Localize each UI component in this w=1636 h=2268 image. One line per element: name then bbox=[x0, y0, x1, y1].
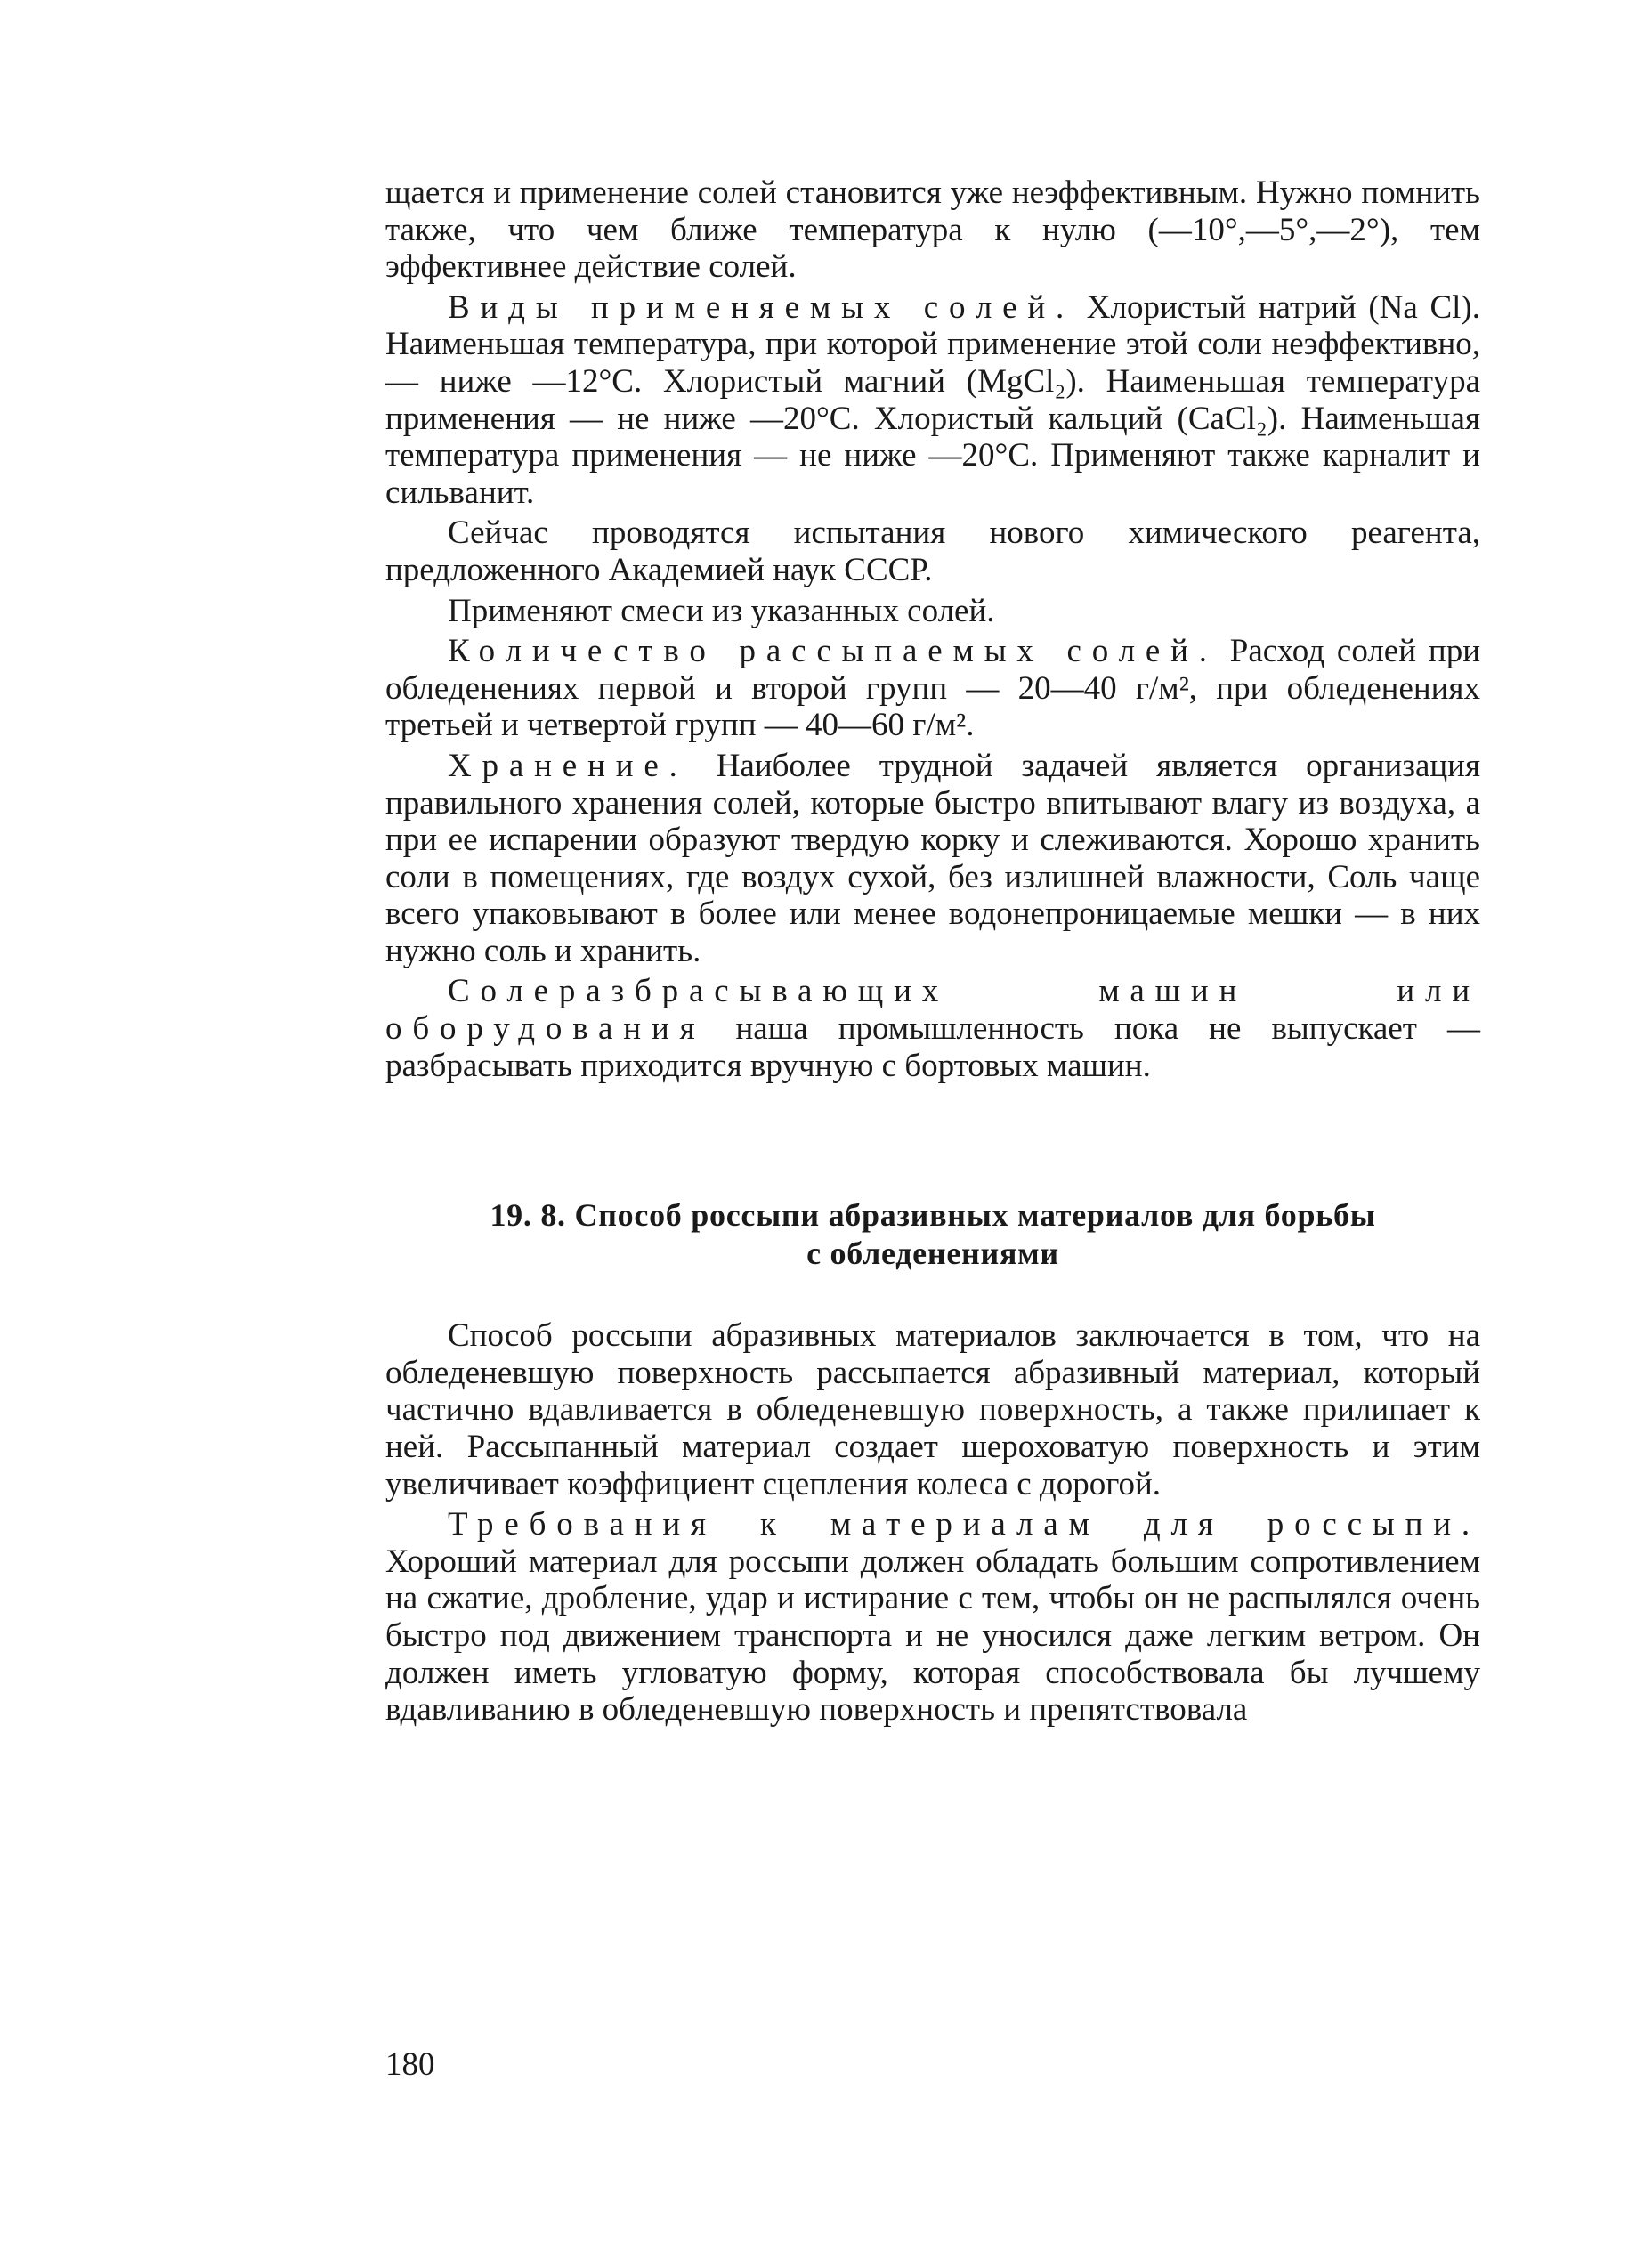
paragraph-text: Хлористый натрий (Na Cl). Наименьшая температура, при которой применение этой соли неэффективно, — ниже —12°С. Хлористый магний (MgCl₂). Наименьшая температура применения — не ниже —20°С. Хлористый кальций (CaCl₂). Наименьшая температура применения — не ниже —20°С. Применяют также карналит и сильванит. bbox=[385, 288, 1481, 511]
paragraph-text: Применяют смеси из указанных солей. bbox=[448, 592, 995, 629]
paragraph-lead: Виды применяемых солей. bbox=[448, 288, 1075, 326]
paragraph-salt-types bbox=[385, 289, 1480, 512]
paragraph-text: Сейчас проводятся испытания нового химического реагента, предложенного Академией наук СССР. bbox=[385, 514, 1480, 588]
paragraph-text: Расход солей при обледенениях первой и второй групп — 20—40 г/м², при обледенениях третьей и четвертой групп — 40—60 г/м². bbox=[385, 633, 1480, 744]
paragraph-material-requirements bbox=[385, 1506, 1480, 1729]
paragraph-lead: Количество рассыпаемых солей. bbox=[448, 633, 1218, 670]
paragraph-text: Наиболее трудной задачей является организация правильного хранения солей, которые быстро впитывают влагу из воздуха, а при ее испарении образуют твердую корку и слеживаются. Хорошо хранить соли в помещениях, где воздух сухой, без излишней влажности, Соль чаще всего упаковывают в более или менее водонепроницаемые мешки — в них нужно соль и хранить. bbox=[385, 747, 1480, 969]
paragraph-mixtures bbox=[385, 593, 1480, 630]
section-heading-line-2: с обледенениями bbox=[806, 1235, 1059, 1272]
paragraph-new-reagent bbox=[385, 514, 1480, 588]
paragraph-text: щается и применение солей становится уже неэффективным. Нужно помнить также, что чем ближе температура к нулю (—10°,—5°,—2°), тем эффективнее действие солей. bbox=[385, 174, 1480, 286]
paragraph-lead: Солеразбрасывающих машин или оборудования bbox=[385, 973, 1480, 1048]
paragraph-lead: Хранение. bbox=[448, 747, 688, 784]
paragraph-text: Способ россыпи абразивных материалов заключается в том, что на обледеневшую поверхность рассыпается абразивный материал, который частично вдавливается в обледеневшую поверхность, а также прилипает к ней. Рассыпанный материал создает шероховатую поверхность и этим увеличивает коэффициент сцепления колеса с дорогой. bbox=[385, 1317, 1480, 1503]
paragraph-lead: Требования к материалам для россыпи. bbox=[448, 1506, 1480, 1543]
section-heading bbox=[385, 1196, 1480, 1273]
paragraph-text: Хороший материал для россыпи должен обладать большим сопротивлением на сжатие, дробление, удар и истирание с тем, чтобы он не распылялся очень быстро под движением транспорта и не уносился даже легким ветром. Он должен иметь угловатую форму, которая способствовала бы лучшему вдавливанию в обледеневшую поверхность и препятствовала bbox=[385, 1543, 1480, 1729]
paragraph-continuation bbox=[385, 174, 1480, 286]
paragraph-salt-quantity bbox=[385, 633, 1480, 744]
paragraph-spreading-machines bbox=[385, 973, 1480, 1084]
page-number: 180 bbox=[385, 2046, 435, 2083]
paragraph-abrasive-method bbox=[385, 1317, 1480, 1503]
paragraph-storage bbox=[385, 748, 1480, 970]
page-body bbox=[385, 174, 1480, 1732]
paragraph-text: наша промышленность пока не выпускает — разбрасывать приходится вручную с бортовых машин. bbox=[385, 1010, 1480, 1084]
section-heading-line-1: 19. 8. Способ россыпи абразивных материалов для борьбы bbox=[490, 1197, 1376, 1234]
